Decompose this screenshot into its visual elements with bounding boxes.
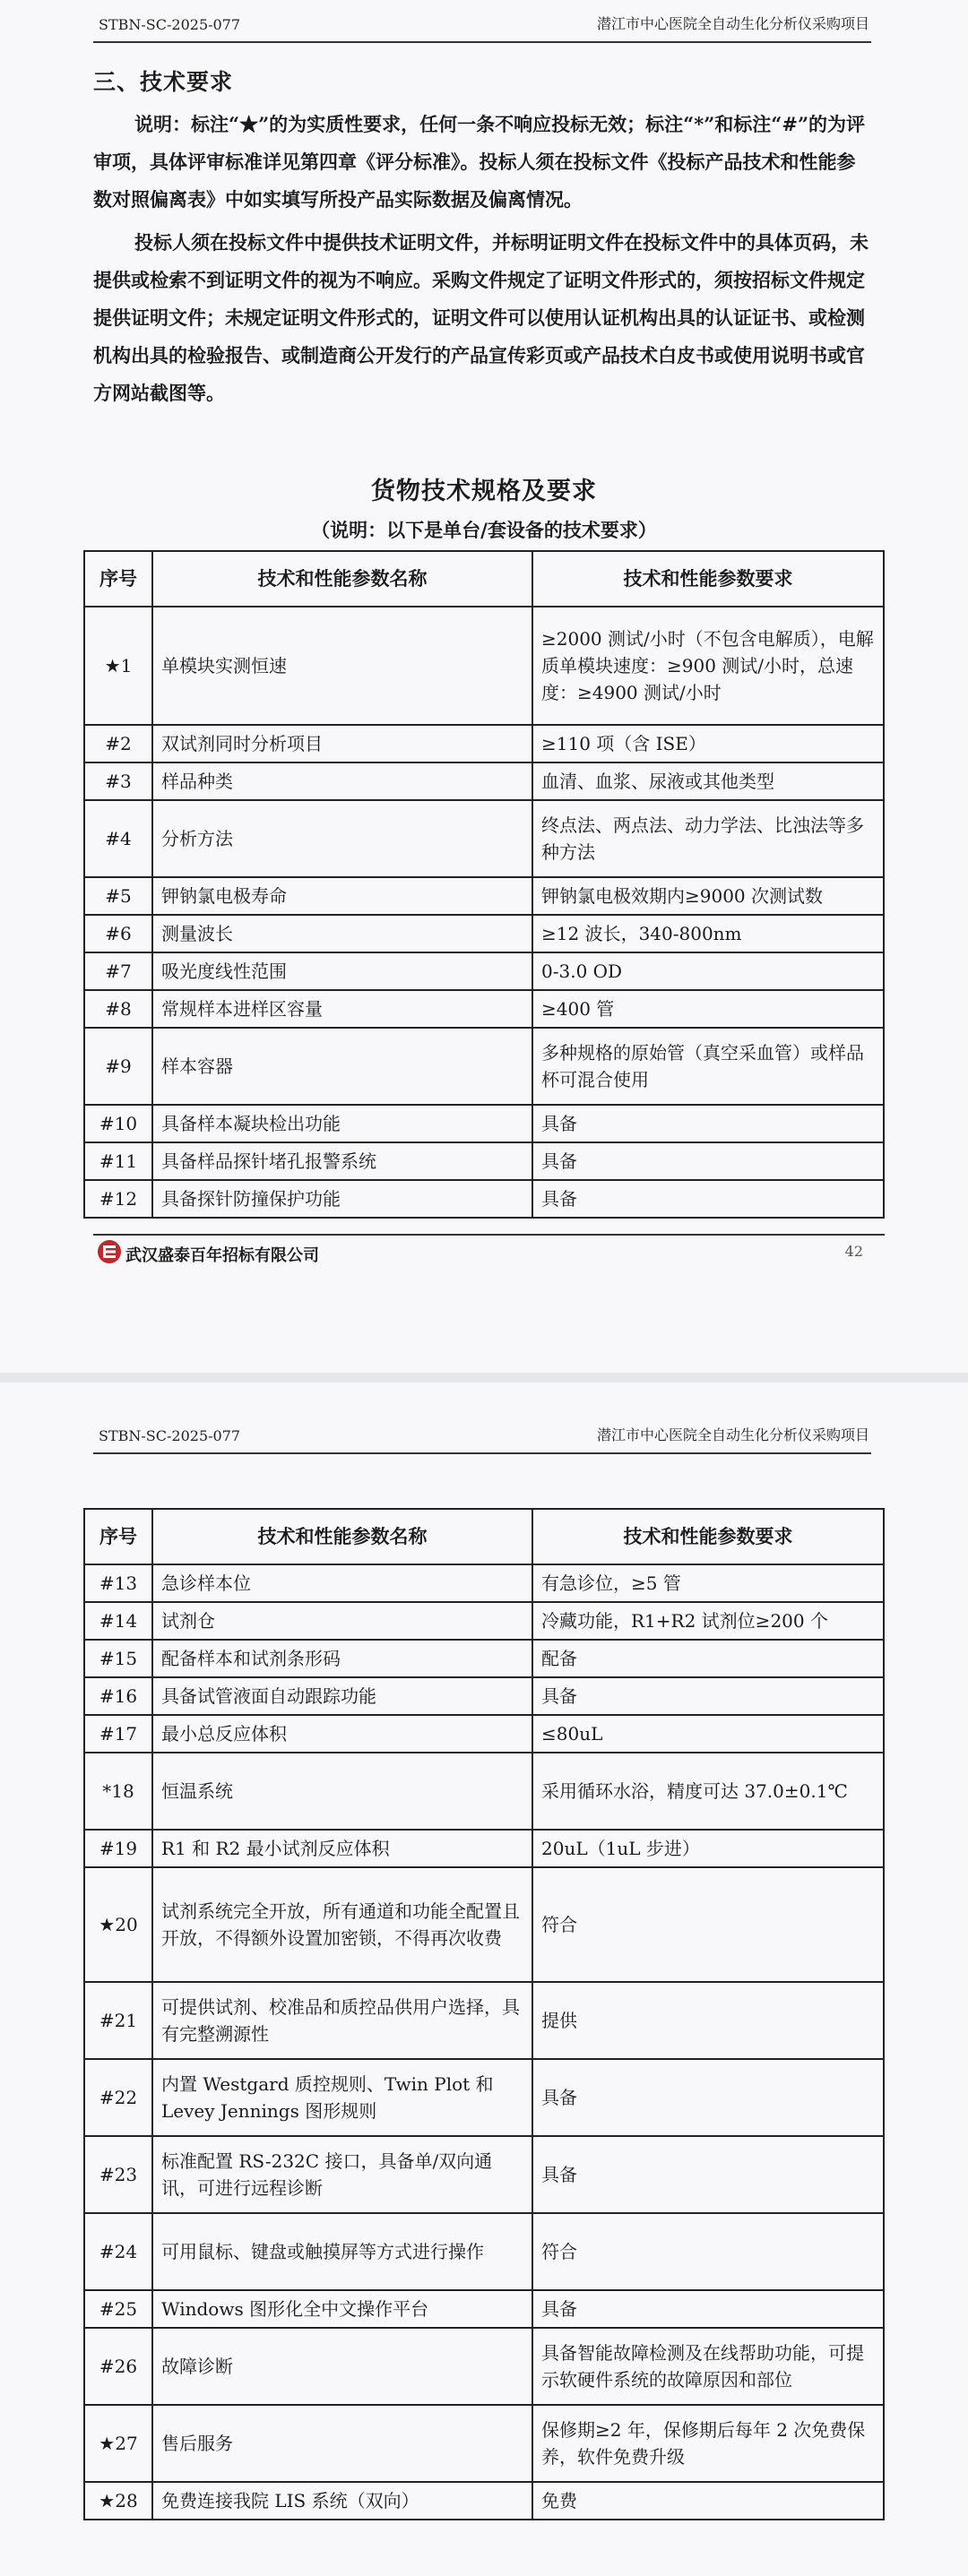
column-header-name: 技术和性能参数名称 [152, 551, 532, 607]
table-row [84, 1830, 884, 1867]
doc-id: STBN-SC-2025-077 [99, 1427, 241, 1444]
param-name: 常规样本进样区容量 [152, 990, 532, 1028]
row-number: #16 [84, 1677, 152, 1715]
param-name: 具备样品探针堵孔报警系统 [152, 1142, 532, 1180]
param-requirement: 具备 [532, 2290, 884, 2328]
param-name: 试剂仓 [152, 1602, 532, 1640]
table-row [84, 725, 884, 762]
table-row [84, 877, 884, 915]
row-number: #12 [84, 1180, 152, 1218]
param-name: Windows 图形化全中文操作平台 [152, 2290, 532, 2328]
param-name: 单模块实测恒速 [152, 607, 532, 725]
page-header [93, 0, 871, 43]
table-row [84, 800, 884, 877]
column-header-no: 序号 [84, 1509, 152, 1564]
row-number: #13 [84, 1564, 152, 1602]
param-requirement: 具备 [532, 1105, 884, 1142]
table-row [84, 2328, 884, 2405]
instructions-paragraph-2: 投标人须在投标文件中提供技术证明文件，并标明证明文件在投标文件中的具体页码，未提供或检索不到证明文件的视为不响应。采购文件规定了证明文件形式的，须按招标文件规定提供证明文件；未规定证明文件形式的，证明文件可以使用认证机构出具的认证证书、或检测机构出具的检验报告、或制造商公开发行的产品宣传彩页或产品技术白皮书或使用说明书或官方网站截图等。 [93, 231, 869, 404]
param-requirement: 具备 [532, 2059, 884, 2136]
table-row [84, 1142, 884, 1180]
param-name: 可用鼠标、键盘或触摸屏等方式进行操作 [152, 2213, 532, 2290]
param-name: 钾钠氯电极寿命 [152, 877, 532, 915]
param-requirement: 配备 [532, 1640, 884, 1677]
param-requirement: 有急诊位，≥5 管 [532, 1564, 884, 1602]
table-row [84, 1753, 884, 1830]
param-requirement: 终点法、两点法、动力学法、比浊法等多种方法 [532, 800, 884, 877]
table-row [84, 1677, 884, 1715]
param-requirement: ≥12 波长，340-800nm [532, 915, 884, 952]
param-name: 配备样本和试剂条形码 [152, 1640, 532, 1677]
table-row [84, 1640, 884, 1677]
row-number: ★28 [84, 2482, 152, 2520]
row-number: ★20 [84, 1867, 152, 1982]
param-name: 可提供试剂、校准品和质控品供用户选择，具有完整溯源性 [152, 1982, 532, 2059]
row-number: #11 [84, 1142, 152, 1180]
param-name: 内置 Westgard 质控规则、Twin Plot 和 Levey Jennings 图形规则 [152, 2059, 532, 2136]
document-page-2 [0, 1383, 968, 2576]
row-number: #7 [84, 952, 152, 990]
spec-table-part-2 [83, 1508, 885, 2520]
row-number: #25 [84, 2290, 152, 2328]
table-row [84, 990, 884, 1028]
param-name: 恒温系统 [152, 1753, 532, 1830]
table-row [84, 915, 884, 952]
row-number: #2 [84, 725, 152, 762]
page-number: 42 [844, 1243, 863, 1260]
param-requirement: 保修期≥2 年，保修期后每年 2 次免费保养，软件免费升级 [532, 2405, 884, 2482]
row-number: *18 [84, 1753, 152, 1830]
param-name: 具备试管液面自动跟踪功能 [152, 1677, 532, 1715]
table-header-row [84, 551, 884, 607]
param-name: 测量波长 [152, 915, 532, 952]
param-name: 售后服务 [152, 2405, 532, 2482]
section-title: 三、技术要求 [93, 69, 234, 95]
page-header [93, 1411, 871, 1454]
param-name: 分析方法 [152, 800, 532, 877]
row-number: ★1 [84, 607, 152, 725]
param-requirement: 符合 [532, 2213, 884, 2290]
table-row [84, 1867, 884, 1982]
row-number: #22 [84, 2059, 152, 2136]
table-row [84, 1105, 884, 1142]
row-number: #19 [84, 1830, 152, 1867]
row-number: #24 [84, 2213, 152, 2290]
row-number: #5 [84, 877, 152, 915]
table-row [84, 2136, 884, 2213]
table-row [84, 952, 884, 990]
param-name: 试剂系统完全开放，所有通道和功能全配置且开放，不得额外设置加密锁，不得再次收费 [152, 1867, 532, 1982]
table-row [84, 1180, 884, 1218]
column-header-name: 技术和性能参数名称 [152, 1509, 532, 1564]
row-number: #21 [84, 1982, 152, 2059]
param-name: 具备样本凝块检出功能 [152, 1105, 532, 1142]
param-requirement: 20uL（1uL 步进） [532, 1830, 884, 1867]
param-name: 样品种类 [152, 762, 532, 800]
param-requirement: 多种规格的原始管（真空采血管）或样品杯可混合使用 [532, 1028, 884, 1105]
table-row [84, 762, 884, 800]
spec-table-part-1 [83, 550, 885, 1219]
table-row [84, 1028, 884, 1105]
param-requirement: ≥2000 测试/小时（不包含电解质），电解质单模块速度：≥900 测试/小时，总速度：≥4900 测试/小时 [532, 607, 884, 725]
table-row [84, 1564, 884, 1602]
param-requirement: 免费 [532, 2482, 884, 2520]
page-footer [93, 1234, 885, 1268]
param-requirement: 冷藏功能，R1+R2 试剂位≥200 个 [532, 1602, 884, 1640]
table-row [84, 1715, 884, 1753]
table-row [84, 607, 884, 725]
row-number: #17 [84, 1715, 152, 1753]
column-header-no: 序号 [84, 551, 152, 607]
param-requirement: ≤80uL [532, 1715, 884, 1753]
param-name: 免费连接我院 LIS 系统（双向） [152, 2482, 532, 2520]
table-row [84, 2405, 884, 2482]
row-number: #14 [84, 1602, 152, 1640]
param-requirement: ≥400 管 [532, 990, 884, 1028]
table-subtitle: （说明：以下是单台/套设备的技术要求） [311, 519, 657, 541]
param-name: R1 和 R2 最小试剂反应体积 [152, 1830, 532, 1867]
row-number: #3 [84, 762, 152, 800]
row-number: #26 [84, 2328, 152, 2405]
param-requirement: 提供 [532, 1982, 884, 2059]
column-header-req: 技术和性能参数要求 [532, 551, 884, 607]
param-name: 故障诊断 [152, 2328, 532, 2405]
param-name: 具备探针防撞保护功能 [152, 1180, 532, 1218]
param-requirement: 钾钠氯电极效期内≥9000 次测试数 [532, 877, 884, 915]
param-requirement: 采用循环水浴，精度可达 37.0±0.1℃ [532, 1753, 884, 1830]
param-requirement: 符合 [532, 1867, 884, 1982]
param-name: 吸光度线性范围 [152, 952, 532, 990]
table-row [84, 2290, 884, 2328]
param-requirement: 具备 [532, 1677, 884, 1715]
row-number: #8 [84, 990, 152, 1028]
table-row [84, 1602, 884, 1640]
row-number: #10 [84, 1105, 152, 1142]
table-row [84, 2482, 884, 2520]
row-number: #15 [84, 1640, 152, 1677]
param-requirement: 0-3.0 OD [532, 952, 884, 990]
param-name: 样本容器 [152, 1028, 532, 1105]
table-row [84, 2059, 884, 2136]
company-logo-icon [97, 1239, 122, 1264]
param-requirement: ≥110 项（含 ISE） [532, 725, 884, 762]
row-number: #23 [84, 2136, 152, 2213]
table-header-row [84, 1509, 884, 1564]
table-row [84, 1982, 884, 2059]
instructions-paragraph-1: 说明：标注“★”的为实质性要求，任何一条不响应投标无效；标注“*”和标注“#”的为评审项，具体评审标准详见第四章《评分标准》。投标人须在投标文件《投标产品技术和性能参数对照偏离表》中如实填写所投产品实际数据及偏离情况。 [93, 113, 866, 211]
param-requirement: 具备智能故障检测及在线帮助功能，可提示软硬件系统的故障原因和部位 [532, 2328, 884, 2405]
param-name: 最小总反应体积 [152, 1715, 532, 1753]
table-row [84, 2213, 884, 2290]
column-header-req: 技术和性能参数要求 [532, 1509, 884, 1564]
project-name: 潜江市中心医院全自动生化分析仪采购项目 [596, 1426, 869, 1443]
row-number: #6 [84, 915, 152, 952]
row-number: #4 [84, 800, 152, 877]
param-requirement: 血清、血浆、尿液或其他类型 [532, 762, 884, 800]
param-name: 急诊样本位 [152, 1564, 532, 1602]
project-name: 潜江市中心医院全自动生化分析仪采购项目 [596, 15, 869, 32]
param-requirement: 具备 [532, 2136, 884, 2213]
row-number: ★27 [84, 2405, 152, 2482]
table-title: 货物技术规格及要求 [371, 478, 597, 505]
company-name: 武汉盛泰百年招标有限公司 [125, 1246, 319, 1265]
param-name: 双试剂同时分析项目 [152, 725, 532, 762]
row-number: #9 [84, 1028, 152, 1105]
param-requirement: 具备 [532, 1142, 884, 1180]
doc-id: STBN-SC-2025-077 [99, 16, 241, 33]
param-name: 标准配置 RS-232C 接口，具备单/双向通讯，可进行远程诊断 [152, 2136, 532, 2213]
param-requirement: 具备 [532, 1180, 884, 1218]
